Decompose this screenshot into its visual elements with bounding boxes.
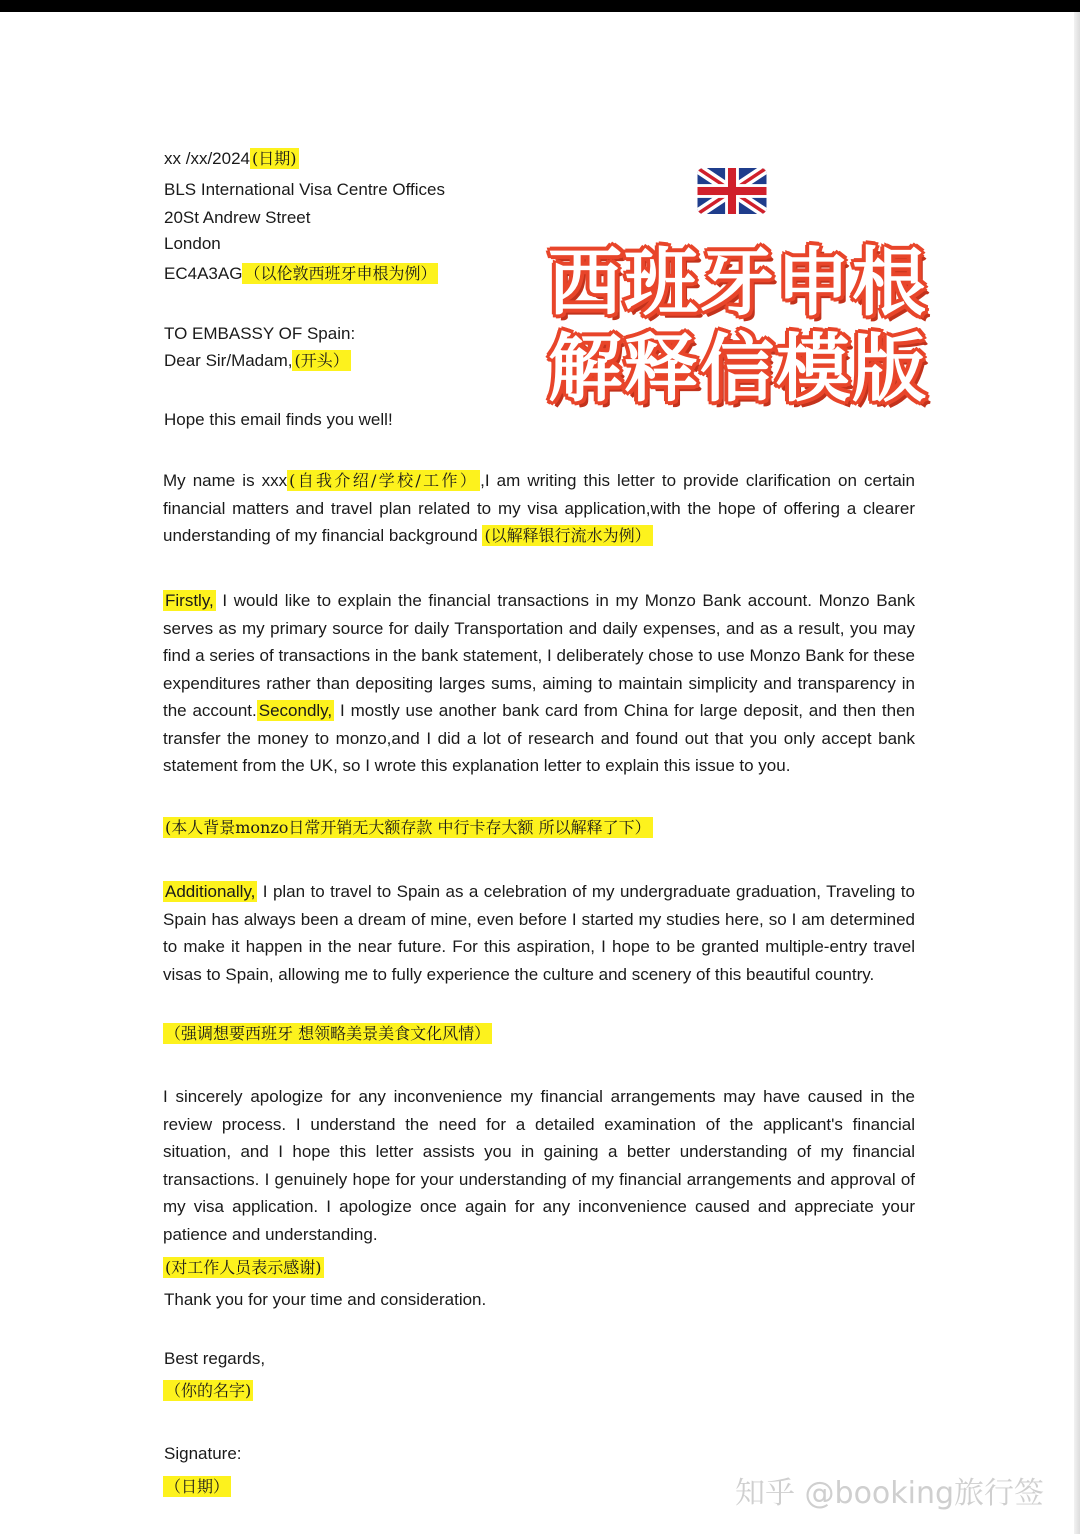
paragraph-firstly: Firstly, I would like to explain the financial transactions in my Monzo Bank account. Monzo Bank serves as my primary source for daily Transportation and daily expenses, and as a result, you may find a series of transactions in the bank statement, I deliberately chose to use Monzo Bank for these expenditures rather than depositing larges sums, aiming to maintain simplicity and transparency in the account. Secondly, I mostly use another bank card from China for large deposit, and then then transfer the money to monzo,and I did a lot of research and found out that you only accept bank statement from the UK, so I wrote this explanation letter to explain this issue to you.	[163, 591, 915, 775]
address-note: （以伦敦西班牙申根为例）	[244, 264, 437, 283]
thanks-line: Thank you for your time and consideration.	[164, 1290, 487, 1309]
date-note: (日期)	[252, 149, 297, 168]
intro-paragraph: My name is xxx (自我介绍/学校/工作） ,I am writing this letter to provide clarification on certain financial matters and travel plan related to my visa application,with the hope of offering a clearer understanding of my financial background (以解释银行流水为例）	[163, 471, 916, 545]
secondly-highlight: Secondly,	[258, 701, 333, 720]
paragraph-apology: I sincerely apologize for any inconvenience my financial arrangements may have caused in the review process. I understand the need for a detailed examination of the applicant's financial situation, and I hope this letter assists you in gaining a better understanding of my financial transactions. I genuinely hope for your understanding of my financial arrangements and approval of my visa application. I apologize once again for any inconvenience caused and appreciate your patience and understanding.	[163, 1087, 915, 1244]
intro-note: (自我介绍/学校/工作）	[289, 471, 479, 490]
additionally-highlight: Additionally,	[165, 882, 256, 901]
address-postcode-line: EC4A3AG （以伦敦西班牙申根为例）	[164, 264, 437, 283]
top-bar	[0, 0, 1080, 12]
address-line-1: BLS International Visa Centre Offices	[164, 180, 445, 199]
date-line: xx /xx/2024 (日期)	[164, 149, 297, 168]
greeting-line: Hope this email finds you well!	[164, 410, 393, 429]
address-line-2: 20St Andrew Street	[164, 208, 311, 227]
address-line-3: London	[164, 234, 221, 253]
salutation-note: (开头）	[294, 351, 349, 370]
signature-line: Signature:	[164, 1444, 242, 1463]
salutation-line: Dear Sir/Madam, (开头）	[164, 351, 349, 370]
paragraph-2-note: （强调想要西班牙 想领略美景美食文化风情）	[165, 1024, 491, 1043]
title-line-1: 西班牙申根	[548, 240, 928, 326]
regards-line: Best regards,	[164, 1349, 266, 1368]
uk-flag-icon	[697, 168, 767, 219]
name-note: （你的名字)	[165, 1381, 252, 1400]
paragraph-additionally: Additionally, I plan to travel to Spain as a celebration of my undergraduate graduation, Traveling to Spain has always been a dream of mine, even before I started my studies here, so I am determined to make it happen in the near future. For this aspiration, I hope to be granted multiple-entry travel visas to Spain, allowing me to fully experience the culture and scenery of this beautiful country.	[163, 882, 915, 984]
intro-note-2: (以解释银行流水为例）	[484, 526, 651, 545]
page-edge	[1074, 12, 1080, 1534]
firstly-highlight: Firstly,	[165, 591, 214, 610]
paragraph-1-note: (本人背景monzo日常开销无大额存款 中行卡存大额 所以解释了下）	[165, 818, 651, 837]
to-line: TO EMBASSY OF Spain:	[164, 324, 356, 343]
title-line-2: 解释信模版	[548, 326, 928, 412]
watermark: 知乎 @booking旅行签	[735, 1476, 1045, 1511]
paragraph-3-note: (对工作人员表示感谢)	[165, 1258, 322, 1277]
closing-date-note: （日期）	[165, 1477, 230, 1496]
